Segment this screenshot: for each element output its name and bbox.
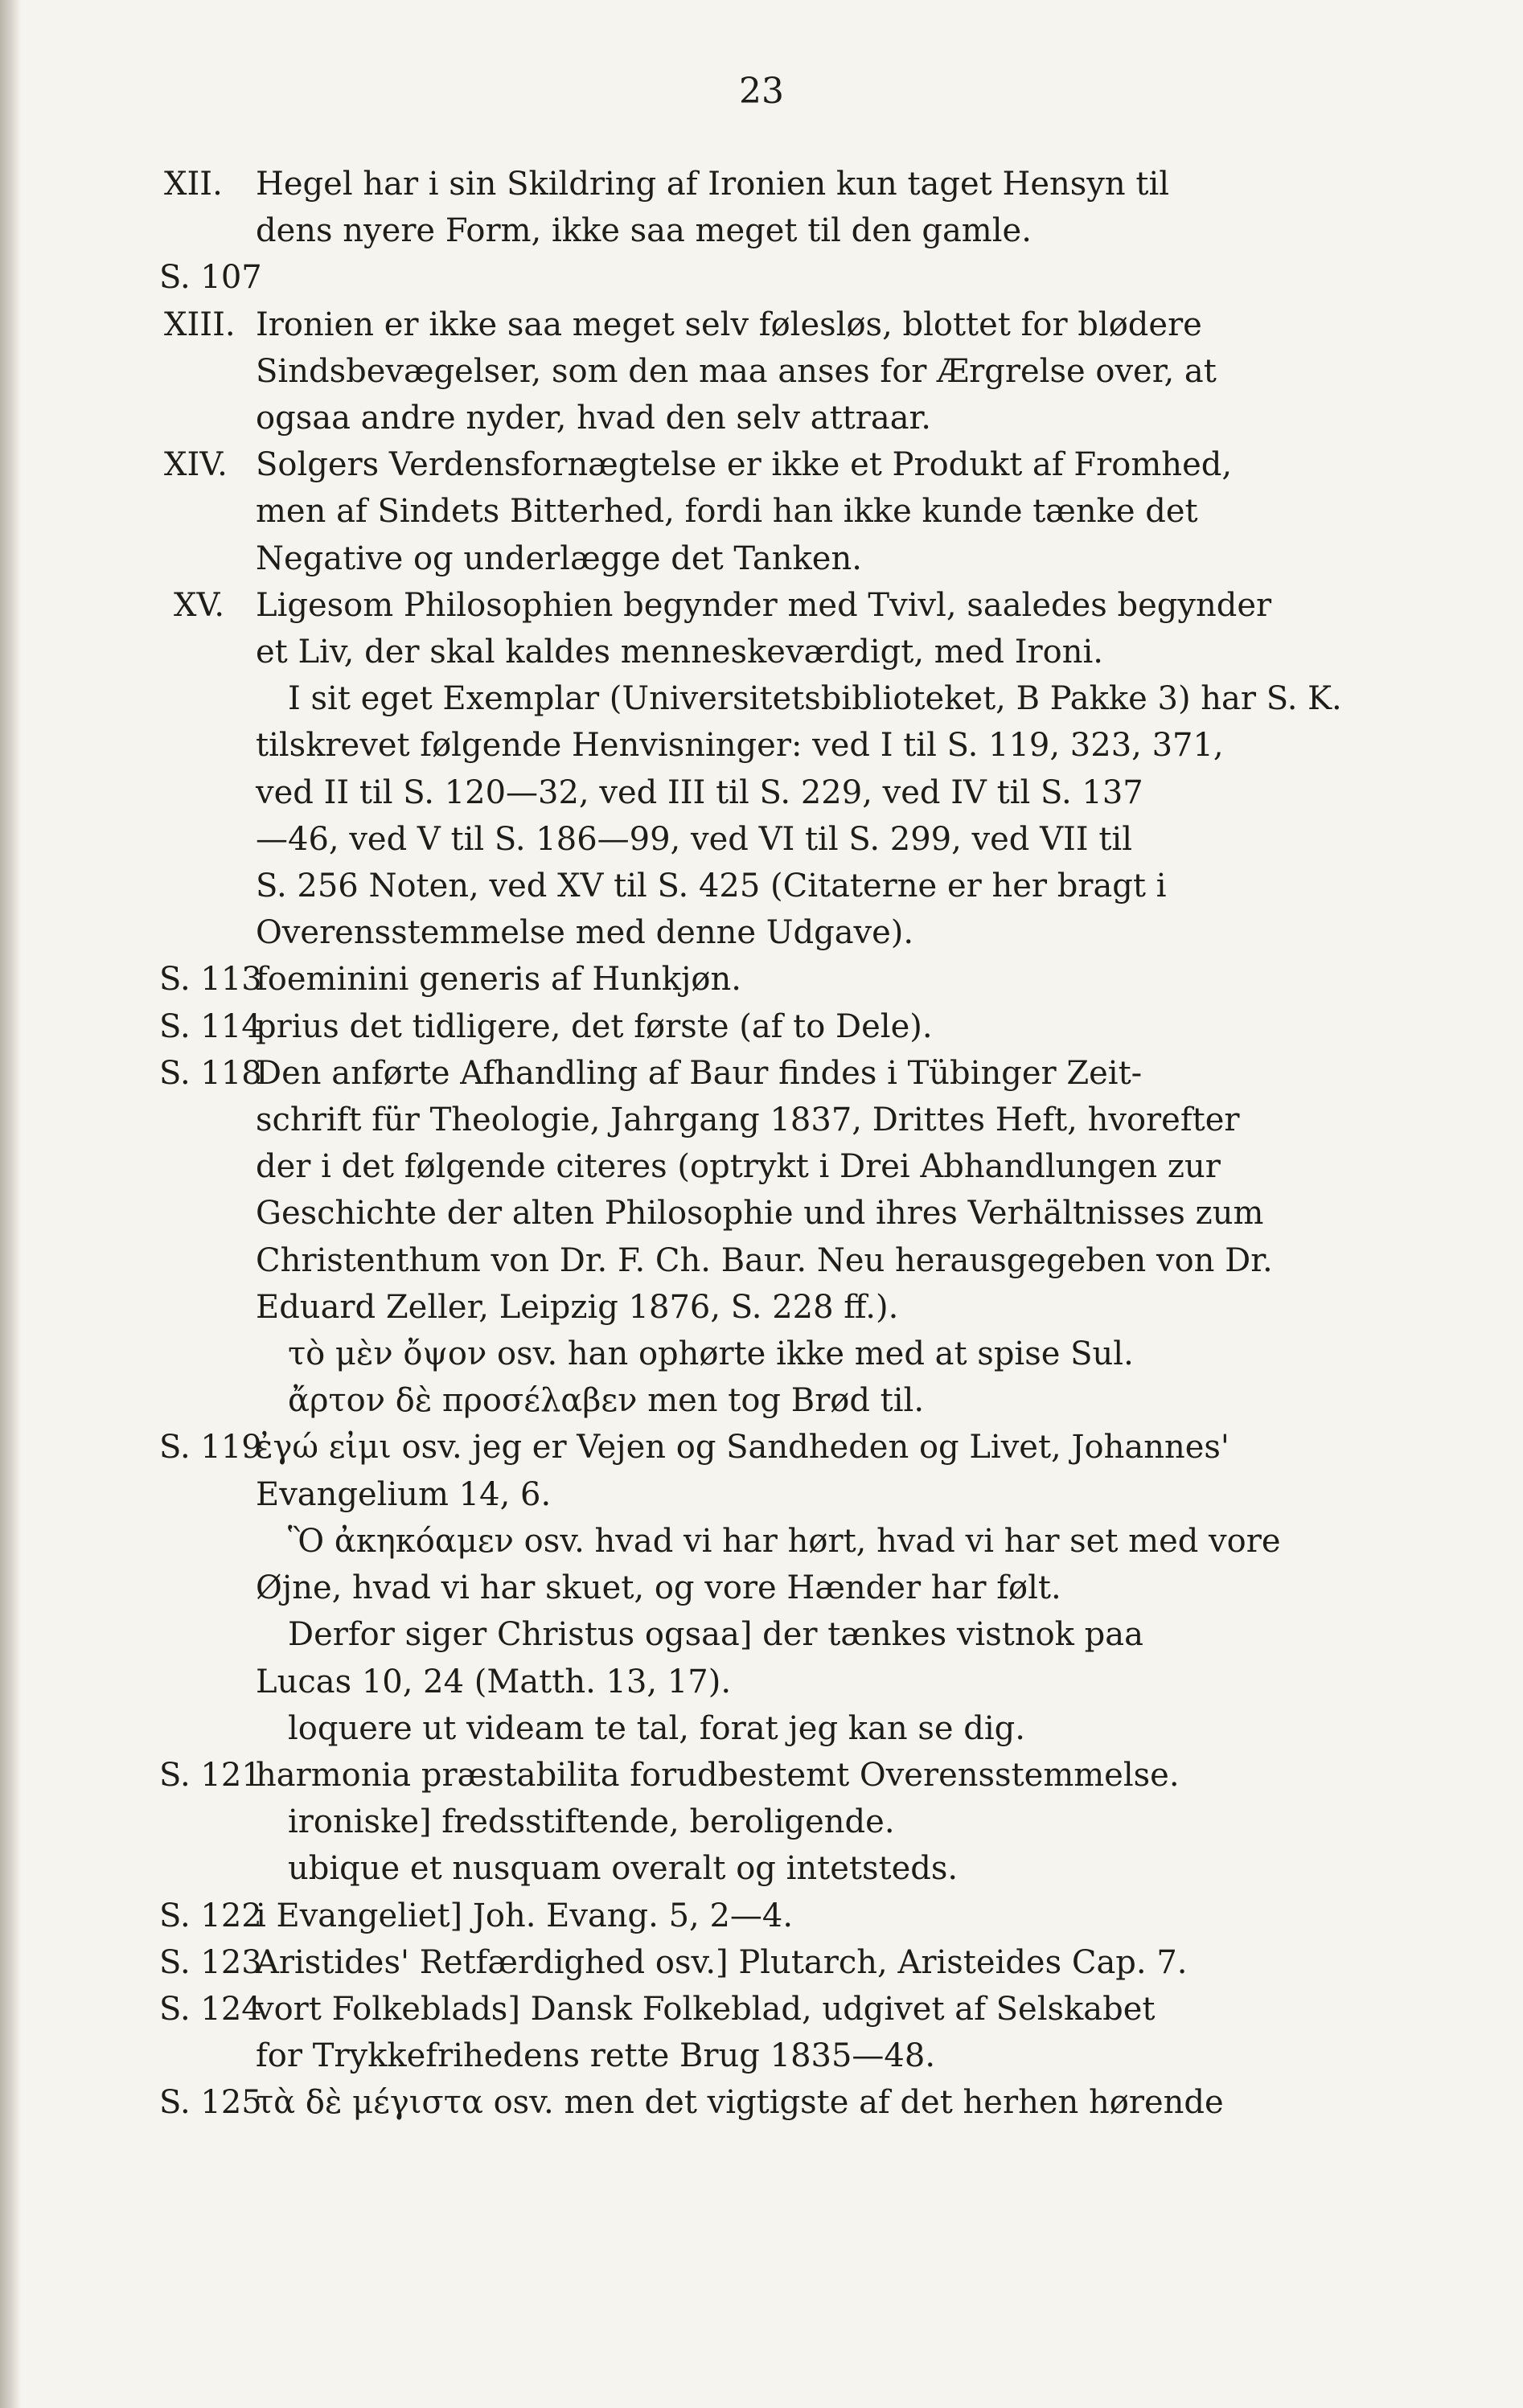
entry-xiii (159, 302, 1269, 442)
ref-line: Derfor siger Christus ogsaa] der tænkes vistnok paa (288, 1616, 1143, 1654)
note-line: tilskrevet følgende Henvisninger: ved I til S. 119, 323, 371, (256, 727, 1224, 765)
ref-line: i Evangeliet] Joh. Evang. 5, 2—4. (256, 1897, 794, 1934)
ref-line: ubique et nusquam overalt og intetsteds. (288, 1850, 959, 1888)
entry-line: et Liv, der skal kaldes menneskeværdigt, med Ironi. (256, 634, 1103, 671)
entry-line: Ironien er ikke saa meget selv følesløs, blottet for blødere (256, 306, 1202, 343)
ref-line: Øjne, hvad vi har skuet, og vore Hænder har følt. (256, 1569, 1061, 1607)
ref-line: vort Folkeblads] Dansk Folkeblad, udgivet af Selskabet (256, 1990, 1156, 2028)
ref-line: Christenthum von Dr. F. Ch. Baur. Neu herausgegeben von Dr. (256, 1241, 1273, 1279)
entry-line: Sindsbevægelser, som den maa anses for Ærgrelse over, at (256, 352, 1217, 390)
ref-label: S. 119 (159, 1429, 262, 1467)
ref-subentry (159, 1705, 1269, 1752)
entry-xiv (159, 441, 1269, 582)
entry-label: XIV. (164, 446, 228, 484)
entry-line: Ligesom Philosophien begynder med Tvivl, saaledes begynder (256, 586, 1272, 624)
ref-line: ironiske] fredsstiftende, beroligende. (288, 1803, 895, 1841)
ref-subentry (159, 1518, 1281, 1611)
ref-subentry (159, 1845, 1269, 1892)
ref-line: der i det følgende citeres (optrykt i Drei Abhandlungen zur (256, 1148, 1221, 1186)
book-spine-shadow (0, 0, 21, 2408)
ref-s124 (159, 1986, 1269, 2079)
ref-label: S. 113 (159, 961, 262, 999)
entry-line: Negative og underlægge det Tanken. (256, 539, 862, 577)
editor-note (159, 675, 1342, 956)
entry-s107 (159, 254, 1269, 301)
ref-label: S. 121 (159, 1756, 262, 1794)
page-number: 23 (739, 71, 784, 112)
ref-line: loquere ut videam te tal, forat jeg kan se dig. (288, 1709, 1025, 1747)
ref-s125 (159, 2079, 1269, 2126)
ref-label: S. 114 (159, 1007, 262, 1045)
entry-line: dens nyere Form, ikke saa meget til den gamle. (256, 212, 1032, 250)
ref-label: S. 122 (159, 1897, 262, 1934)
ref-line: foeminini generis af Hunkjøn. (256, 961, 741, 999)
ref-line: Geschichte der alten Philosophie und ihres Verhältnisses zum (256, 1195, 1264, 1233)
ref-s123 (159, 1939, 1269, 1986)
ref-line: for Trykkefrihedens rette Brug 1835—48. (256, 2037, 936, 2075)
ref-line: ἐγώ εἰμι osv. jeg er Vejen og Sandheden og Livet, Johannes' (256, 1429, 1229, 1467)
entry-xii (159, 161, 1269, 254)
note-line: S. 256 Noten, ved XV til S. 425 (Citaterne er her bragt i (256, 868, 1167, 905)
ref-label: S. 125 (159, 2084, 262, 2122)
ref-label: S. 118 (159, 1054, 262, 1092)
ref-s118 (159, 1050, 1273, 1331)
ref-subentry (159, 1377, 1269, 1424)
ref-line: Eduard Zeller, Leipzig 1876, S. 228 ff.). (256, 1288, 899, 1326)
note-line: ved II til S. 120—32, ved III til S. 229, ved IV til S. 137 (256, 773, 1143, 811)
ref-line: Den anførte Afhandling af Baur findes i Tübinger Zeit- (256, 1054, 1143, 1092)
ref-line: schrift für Theologie, Jahrgang 1837, Drittes Heft, hvorefter (256, 1101, 1240, 1139)
ref-s119 (159, 1424, 1269, 1517)
entry-line: ogsaa andre nyder, hvad den selv attraar. (256, 400, 931, 437)
ref-s113 (159, 956, 1269, 1003)
ref-line: τὸ μὲν ὄψον osv. han ophørte ikke med at spise Sul. (288, 1335, 1134, 1373)
entry-label: S. 107 (159, 259, 262, 297)
ref-line: harmonia præstabilita forudbestemt Overensstemmelse. (256, 1756, 1180, 1794)
ref-subentry (159, 1799, 1269, 1845)
ref-line: Lucas 10, 24 (Matth. 13, 17). (256, 1663, 732, 1700)
ref-s114 (159, 1003, 1269, 1050)
ref-line: Evangelium 14, 6. (256, 1475, 552, 1513)
ref-subentry (159, 1611, 1269, 1704)
ref-line: Aristides' Retfærdighed osv.] Plutarch, Aristeides Cap. 7. (256, 1943, 1188, 1981)
page-body (159, 161, 1342, 2127)
ref-line: ἄρτον δὲ προσέλαβεν men tog Brød til. (288, 1382, 925, 1420)
ref-line: τὰ δὲ μέγιστα osv. men det vigtigste af det herhen hørende (256, 2084, 1224, 2122)
ref-line: prius det tidligere, det første (af to Dele). (256, 1007, 933, 1045)
ref-line: Ὃ ἀκηκόαμεν osv. hvad vi har hørt, hvad vi har set med vore (288, 1522, 1281, 1560)
ref-s121 (159, 1752, 1269, 1799)
ref-s122 (159, 1893, 1269, 1939)
ref-subentry (159, 1331, 1269, 1377)
ref-label: S. 123 (159, 1943, 262, 1981)
note-line: I sit eget Exemplar (Universitetsbiblioteket, B Pakke 3) har S. K. (288, 680, 1342, 718)
entry-label: XIII. (164, 306, 236, 343)
note-line: —46, ved V til S. 186—99, ved VI til S. 299, ved VII til (256, 820, 1132, 858)
entry-xv (159, 582, 1272, 675)
note-line: Overensstemmelse med denne Udgave). (256, 914, 914, 952)
ref-label: S. 124 (159, 1990, 262, 2028)
entry-line: Solgers Verdensfornægtelse er ikke et Produkt af Fromhed, (256, 446, 1233, 484)
entry-label: XV. (174, 586, 225, 624)
entry-line: men af Sindets Bitterhed, fordi han ikke kunde tænke det (256, 493, 1198, 531)
entry-label: XII. (164, 166, 223, 203)
entry-line: Hegel har i sin Skildring af Ironien kun taget Hensyn til (256, 166, 1170, 203)
